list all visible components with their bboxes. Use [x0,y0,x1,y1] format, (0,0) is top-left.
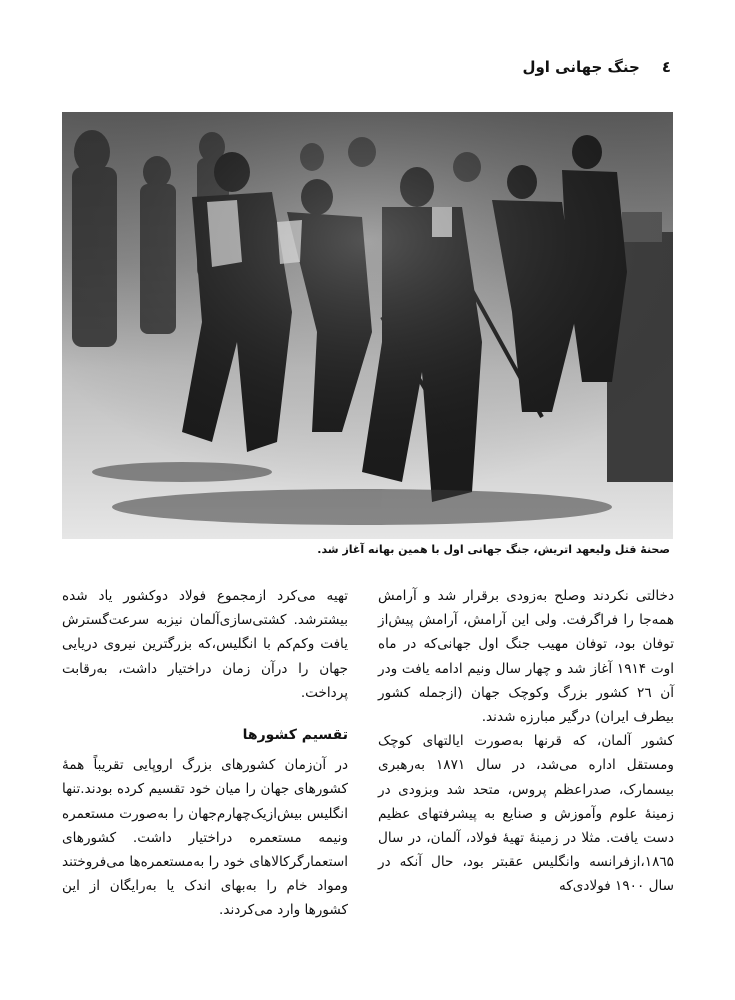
paragraph: در آن‌زمان کشورهای بزرگ اروپایی تقریباً همهٔ کشورهای جهان را میان خود تقسیم کرده بودند.تنها انگلیس بیش‌ازیک‌چهارم‌جهان را به‌صورت مستعمره ونیمه مستعمره دراختیار داشت. کشورهای استعمارگرکالاهای خود را به‌مستعمره‌ها می‌فروختند ومواد خام را به‌بهای اندک یا به‌رایگان از این کشورها وارد می‌کردند. [62,757,348,919]
chapter-title: جنگ جهانی اول [522,58,640,76]
paragraph: تهیه می‌کرد ازمجموع فولاد دوکشور یاد شده بیشترشد. کشتی‌سازی‌آلمان نیزبه سرعت‌گسترش یافت وکم‌کم با انگلیس،که بزرگترین نیروی دریایی جهان را درآن زمان دراختیار داشت، به‌رقابت پرداخت. [62,588,348,701]
paragraph: کشور آلمان، که قرنها به‌صورت ایالتهای کوچک ومستقل اداره می‌شد، در سال ۱۸۷۱ به‌رهبری بیسمارک، صدراعظم پروس، متحد شد وبزودی در زمینهٔ علوم وآموزش و صنایع به پیشرفتهای عظیم دست یافت. مثلا در زمینهٔ تهیهٔ فولاد، آلمان، در سال ۱۸٦۵،ازفرانسه وانگلیس عقبتر بود، حال آنکه در سال ۱۹۰۰ فولادی‌که [378,733,675,895]
historical-photo [62,112,673,539]
photo-illustration [62,112,673,539]
text-column-right [378,584,674,899]
photo-caption: صحنهٔ قتل ولیعهد اتریش، جنگ جهانی اول با همین بهانه آغاز شد. [317,543,670,556]
section-heading: تقسیم کشورها [242,727,348,744]
paragraph: دخالتی نکردند وصلح به‌زودی برقرار شد و آرامش همه‌جا را فراگرفت. ولی این آرامش، آرامش پیش‌از توفان بود، توفان مهیب جنگ اول جهانی‌که در ماه اوت ۱۹۱۴ آغاز شد و چهار سال ونیم ادامه یافت ودر آن ۲٦ کشور بزرگ وکوچک جهان (ازجمله کشور بیطرف ایران) درگیر مبارزه شدند. [378,588,675,726]
running-header [522,58,671,76]
text-column-left [62,584,348,923]
page-number: ٤ [661,58,671,76]
